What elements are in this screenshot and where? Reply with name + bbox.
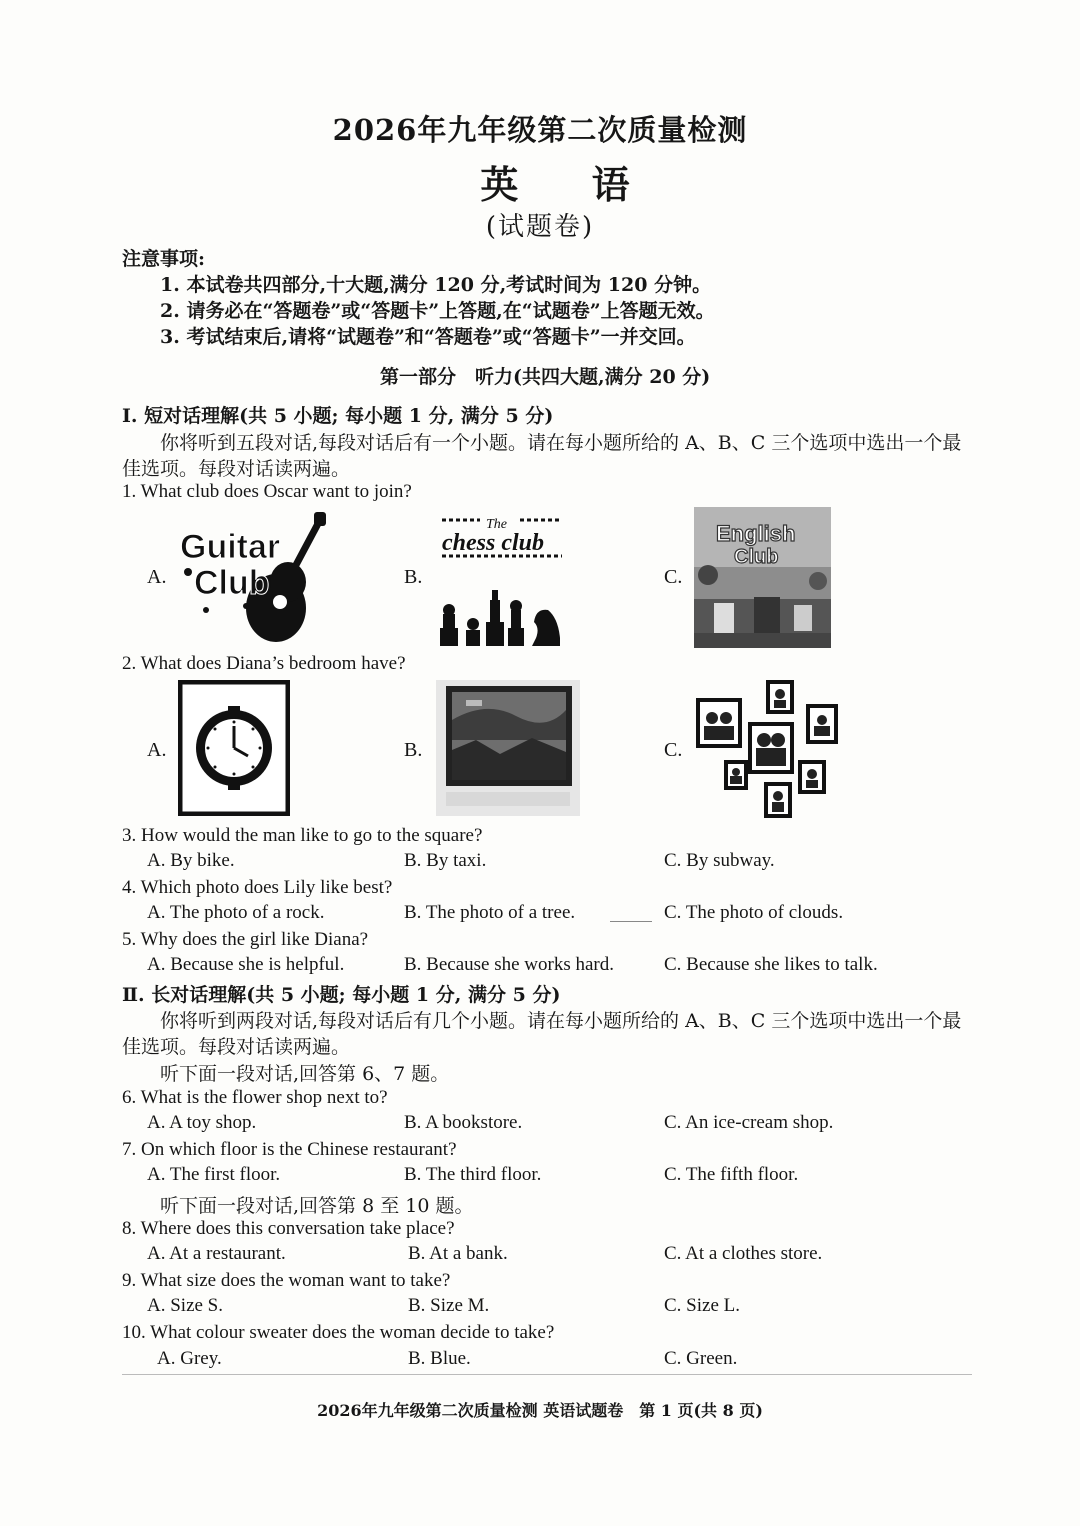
exam-title: 2026年九年级第二次质量检测 — [332, 113, 748, 147]
subject-title: 英 语 — [480, 162, 660, 207]
option-a: A. The photo of a rock. — [147, 902, 325, 923]
question-9: 9. What size does the woman want to take? — [122, 1270, 451, 1291]
option-a: A. At a restaurant. — [147, 1243, 286, 1264]
notice-item: 2. 请务必在“答题卷”或“答题卡”上答题,在“试题卷”上答题无效。 — [160, 300, 715, 322]
english-text: English — [716, 521, 796, 546]
option-b: B. Because she works hard. — [404, 954, 615, 975]
option-c: C. By subway. — [664, 850, 775, 871]
question-7: 7. On which floor is the Chinese restaurant? — [122, 1139, 457, 1160]
question-5: 5. Why does the girl like Diana? — [122, 929, 369, 950]
option-a: A. Size S. — [147, 1295, 223, 1316]
option-c: C. Green. — [664, 1348, 738, 1369]
section-instruction: 你将听到两段对话,每段对话后有几个小题。请在每小题所给的 A、B、C 三个选项中选出一个最 — [160, 1010, 962, 1032]
section-instruction: 你将听到五段对话,每段对话后有一个小题。请在每小题所给的 A、B、C 三个选项中选出一个最 — [160, 432, 962, 454]
option-b: B. By taxi. — [404, 850, 487, 871]
option-c: C. The fifth floor. — [664, 1164, 799, 1185]
section-title: Ⅰ. 短对话理解(共 5 小题; 每小题 1 分, 满分 5 分) — [122, 405, 554, 427]
option-label: B. — [404, 739, 423, 761]
option-c: C. At a clothes store. — [664, 1243, 823, 1264]
question-4: 4. Which photo does Lily like best? — [122, 877, 393, 898]
option-b: B. The photo of a tree. — [404, 902, 576, 923]
section-title: Ⅱ. 长对话理解(共 5 小题; 每小题 1 分, 满分 5 分) — [122, 984, 561, 1006]
guitar-club-image — [176, 510, 336, 645]
part-title: 第一部分 听力(共四大题,满分 20 分) — [380, 366, 711, 388]
question-1: 1. What club does Oscar want to join? — [122, 481, 412, 502]
chess-club-text: chess club — [442, 530, 544, 556]
notice-item: 3. 考试结束后,请将“试题卷”和“答题卷”或“答题卡”一并交回。 — [160, 326, 696, 348]
painting-image — [436, 680, 580, 816]
notice-heading: 注意事项: — [122, 248, 206, 270]
photo-wall-image — [690, 676, 846, 822]
chess-club-image — [436, 510, 568, 650]
section-instruction: 佳选项。每段对话读两遍。 — [122, 1036, 351, 1058]
option-a: A. The first floor. — [147, 1164, 281, 1185]
option-label: C. — [664, 739, 683, 761]
section-instruction: 佳选项。每段对话读两遍。 — [122, 458, 351, 480]
question-10: 10. What colour sweater does the woman decide to take? — [122, 1322, 555, 1343]
option-a: A. A toy shop. — [147, 1112, 257, 1133]
question-2: 2. What does Diana’s bedroom have? — [122, 653, 406, 674]
option-a: A. Grey. — [157, 1348, 222, 1369]
guitar-text: Guitar — [180, 528, 281, 566]
sub-instruction: 听下面一段对话,回答第 6、7 题。 — [160, 1063, 450, 1085]
option-c: C. Size L. — [664, 1295, 740, 1316]
option-a: A. Because she is helpful. — [147, 954, 345, 975]
page-footer: 2026年九年级第二次质量检测 英语试题卷 第 1 页(共 8 页) — [317, 1401, 763, 1420]
paper-type: (试题卷) — [485, 212, 595, 242]
option-label: B. — [404, 566, 423, 588]
option-label: A. — [147, 566, 167, 588]
option-c: C. Because she likes to talk. — [664, 954, 878, 975]
english-club-image — [694, 507, 831, 648]
option-b: B. Size M. — [408, 1295, 490, 1316]
option-label: A. — [147, 739, 167, 761]
option-b: B. A bookstore. — [404, 1112, 523, 1133]
chess-pieces-icon — [440, 590, 560, 646]
option-label: C. — [664, 566, 683, 588]
option-c: C. The photo of clouds. — [664, 902, 844, 923]
option-c: C. An ice-cream shop. — [664, 1112, 834, 1133]
question-3: 3. How would the man like to go to the square? — [122, 825, 483, 846]
option-b: B. At a bank. — [408, 1243, 508, 1264]
option-a: A. By bike. — [147, 850, 235, 871]
question-6: 6. What is the flower shop next to? — [122, 1087, 388, 1108]
option-b: B. Blue. — [408, 1348, 471, 1369]
question-8: 8. Where does this conversation take place? — [122, 1218, 455, 1239]
sub-instruction: 听下面一段对话,回答第 8 至 10 题。 — [160, 1195, 474, 1217]
clock-image — [178, 680, 290, 816]
chess-small-text: The — [486, 517, 507, 532]
option-b: B. The third floor. — [404, 1164, 542, 1185]
notice-item: 1. 本试卷共四部分,十大题,满分 120 分,考试时间为 120 分钟。 — [160, 274, 712, 296]
club-text: Club — [194, 564, 270, 602]
club-text-c: Club — [734, 546, 779, 568]
